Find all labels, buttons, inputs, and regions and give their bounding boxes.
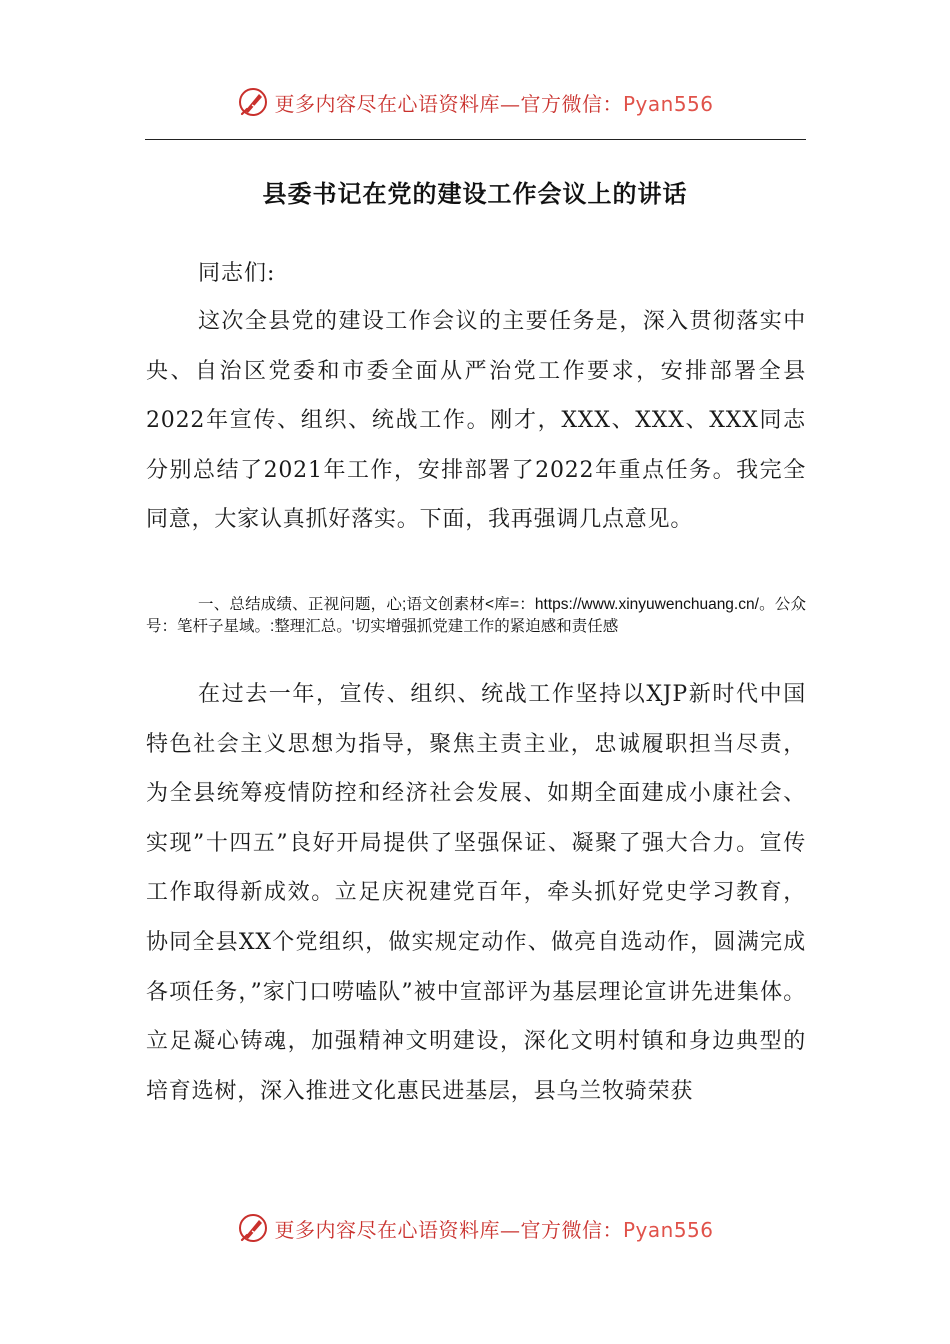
pen-quill-logo-icon [236, 85, 270, 119]
document-title: 县委书记在党的建设工作会议上的讲话 [262, 179, 688, 208]
salutation: 同志们: [198, 261, 276, 286]
footer-text [274, 1214, 713, 1243]
paragraph-achievements: 在过去一年，宣传、组织、统战工作坚持以XJP新时代中国特色社会主义思想为指导，聚焦主责主业，忠诚履职担当尽责，为全县统筹疫情防控和经济社会发展、如期全面建成小康社会、实现”十四五”良好开局提供了坚强保证、凝聚了强大合力。宣传工作取得新成效。立足庆祝建党百年，牵头抓好党史学习教育，协同全县XX个党组织，做实规定动作、做亮自选动作，圆满完成各项任务，”家门口唠嗑队”被中宣部评为基层理论宣讲先进集体。立足凝心铸魂，加强精神文明建设，深化文明村镇和身边典型的培育选树，深入推进文化惠民进基层，县乌兰牧骑荣获 [146, 682, 806, 1104]
banner-slogan: 更多内容尽在心语资料库—官方微信： [274, 91, 623, 116]
paragraph-intro: 这次全县党的建设工作会议的主要任务是，深入贯彻落实中央、自治区党委和市委全面从严治党工作要求，安排部署全县2022年宣传、组织、统战工作。刚才，XXX、XXX、XXX同志分别总结了2021年工作，安排部署了2022年重点任务。我完全同意，大家认真抓好落实。下面，我再强调几点意见。 [146, 309, 806, 533]
pen-quill-logo-icon [236, 1211, 270, 1245]
footer-slogan: 更多内容尽在心语资料库—官方微信： [274, 1217, 623, 1242]
footer-banner [0, 1206, 950, 1250]
header-banner [0, 80, 950, 124]
footer-wechat-id: Pyan556 [622, 1217, 714, 1242]
wechat-id: Pyan556 [622, 91, 714, 116]
header-divider [145, 139, 806, 140]
section-heading-1: 一、总结成绩、正视问题，心;语文创素材<库=：https://www.xinyuwenchuang.cn/。公众号：笔杆子星域。:整理汇总。'切实增强抓党建工作的紧迫感和责任感 [146, 596, 806, 635]
banner-text [274, 88, 713, 117]
